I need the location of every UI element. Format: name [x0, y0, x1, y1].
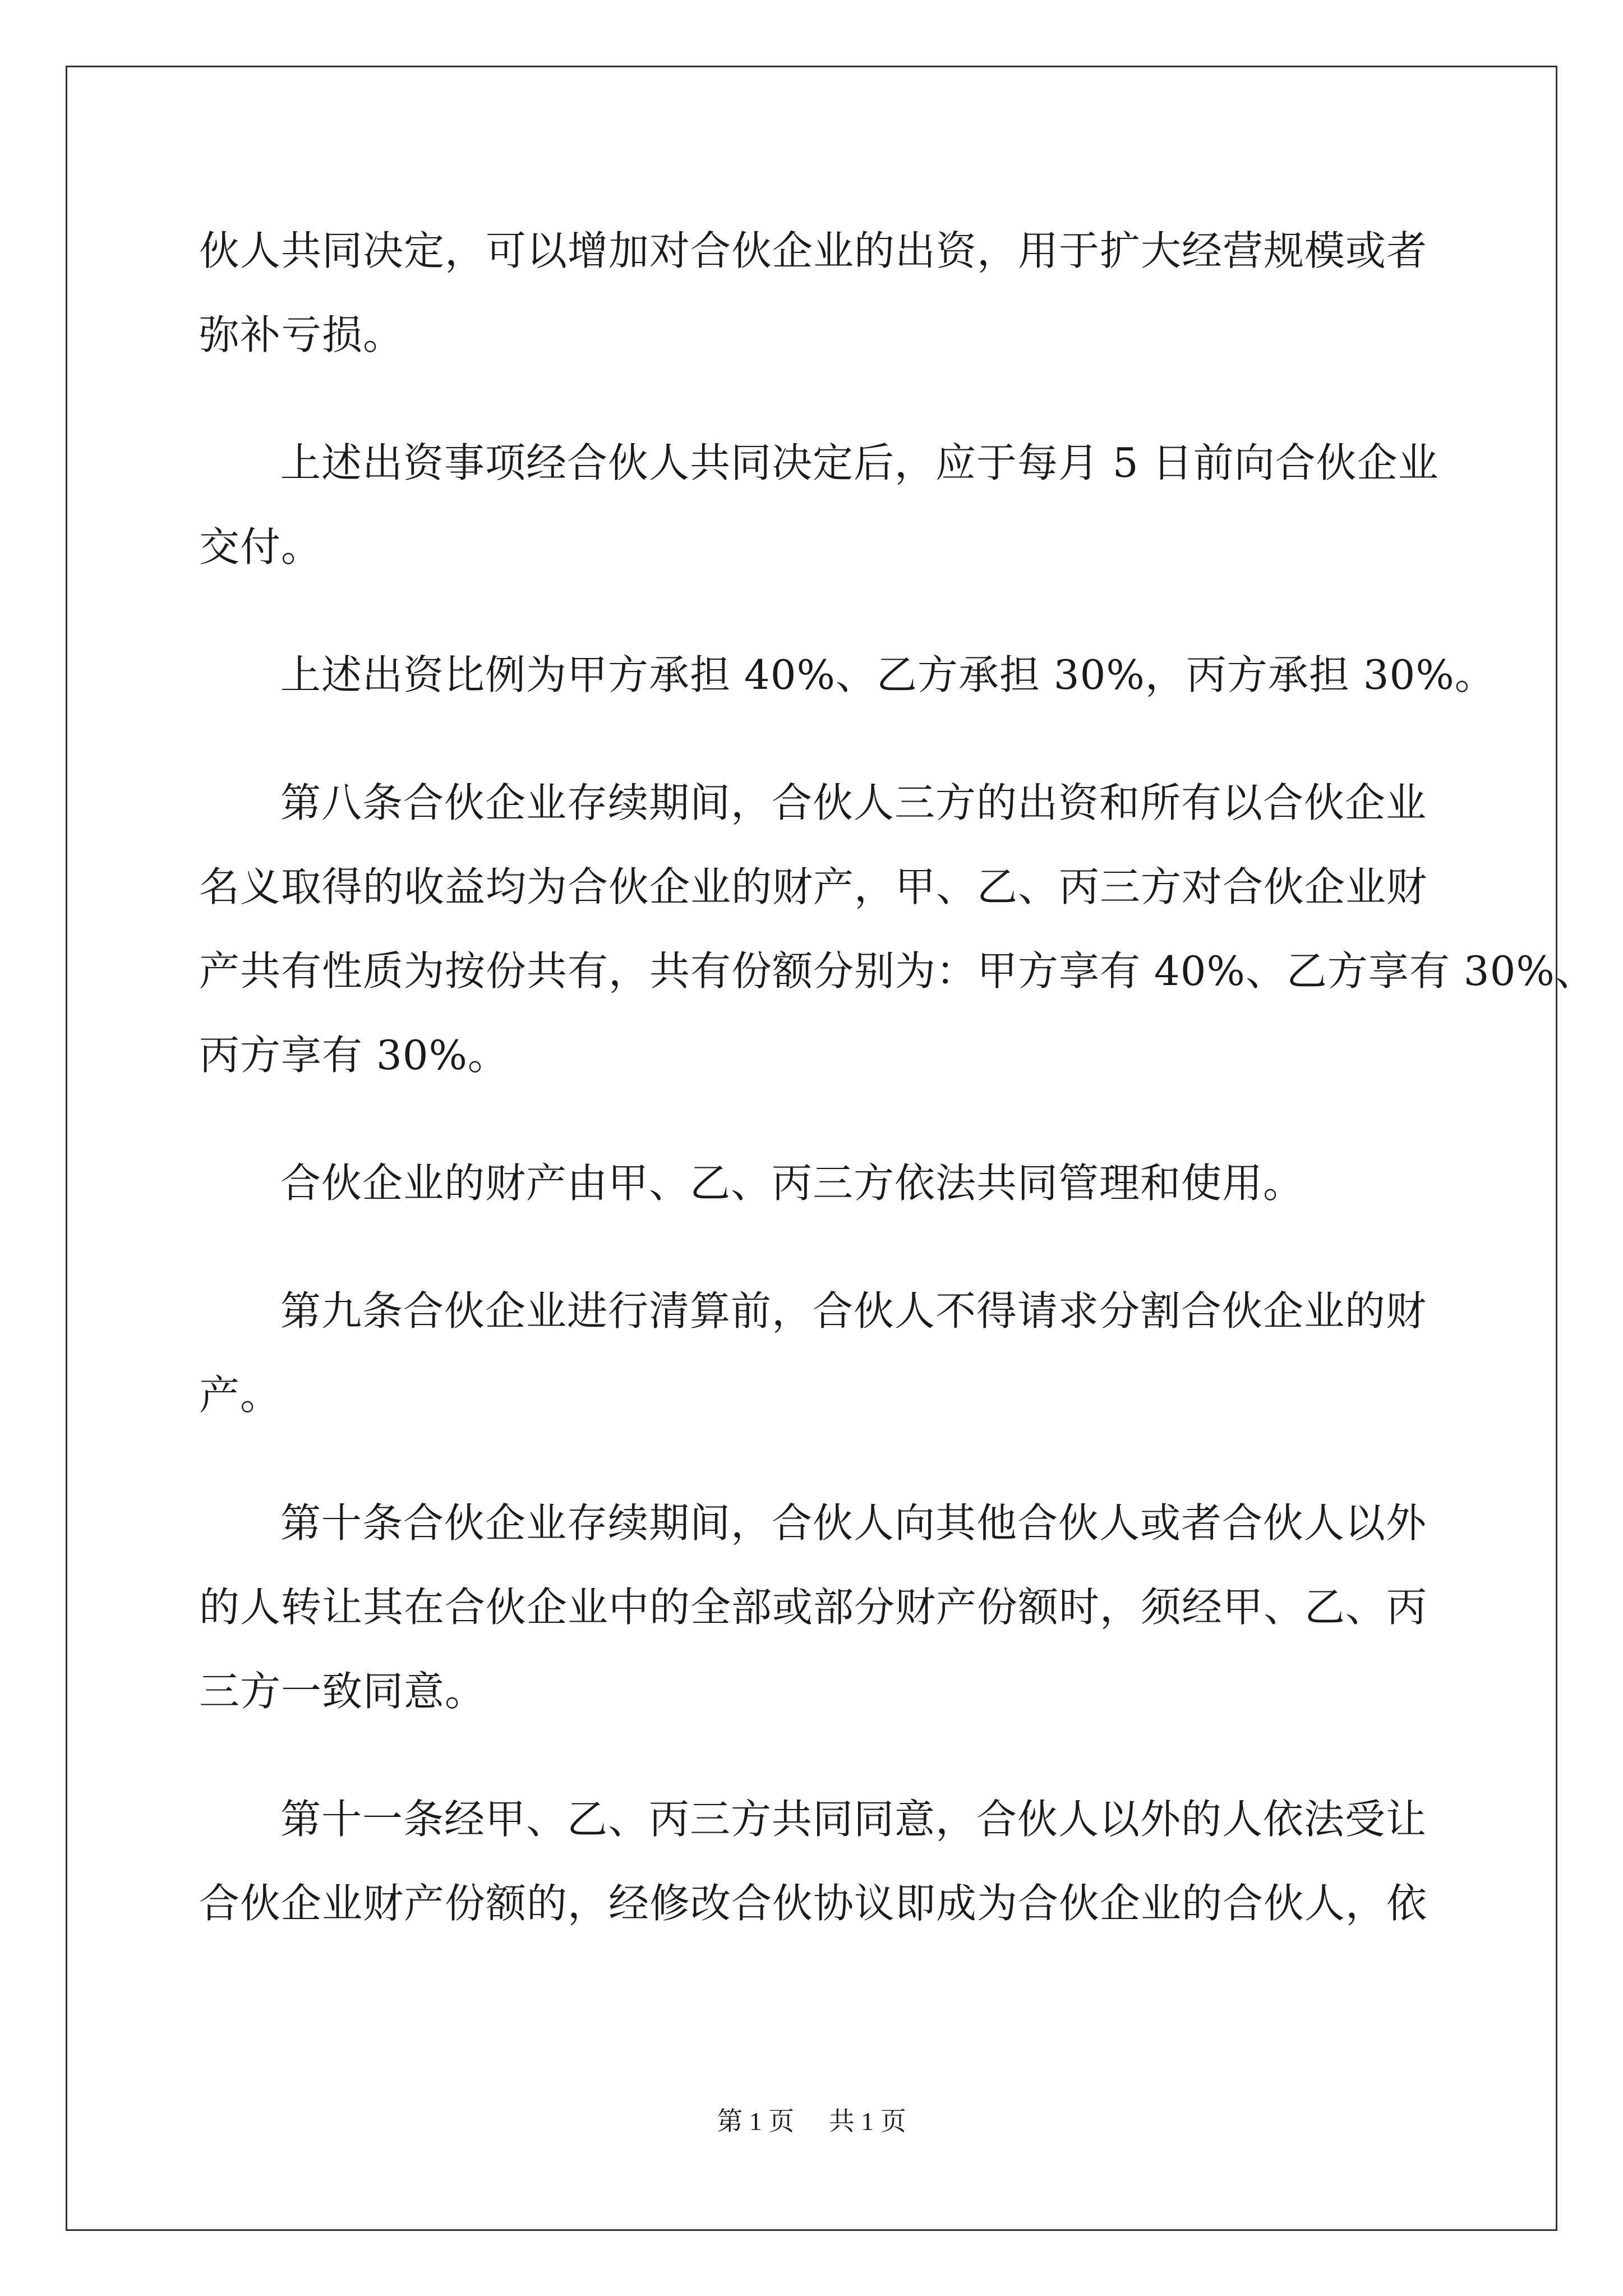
- paragraph: [199, 761, 1596, 1097]
- paragraph: [199, 1141, 1424, 1225]
- text-line: 伙人共同决定，可以增加对合伙企业的出资，用于扩大经营规模或者: [199, 227, 1428, 274]
- text-line: 第八条合伙企业存续期间，合伙人三方的出资和所有以合伙企业: [280, 779, 1427, 826]
- text-line: 合伙企业的财产由甲、乙、丙三方依法共同管理和使用。: [280, 1159, 1304, 1207]
- text-line: 合伙企业财产份额的，经修改合伙协议即成为合伙企业的合伙人，依: [199, 1880, 1428, 1927]
- paragraph: [199, 1777, 1428, 1945]
- document-body: [199, 209, 1596, 1989]
- paragraph: [199, 209, 1428, 377]
- text-line: 上述出资事项经合伙人共同决定后，应于每月 5 日前向合伙企业: [280, 439, 1439, 486]
- text-line: 上述出资比例为甲方承担 40%、乙方承担 30%，丙方承担 30%。: [280, 651, 1496, 698]
- text-line: 产共有性质为按份共有，共有份额分别为：甲方享有 40%、乙方享有 30%、: [199, 947, 1596, 995]
- paragraph: [199, 1269, 1427, 1437]
- page-footer: [0, 2101, 1623, 2138]
- text-line: 的人转让其在合伙企业中的全部或部分财产份额时，须经甲、乙、丙: [199, 1584, 1428, 1631]
- text-line: 第十条合伙企业存续期间，合伙人向其他合伙人或者合伙人以外: [280, 1499, 1427, 1547]
- page-number: 第 1 页: [717, 2107, 795, 2136]
- text-line: 丙方享有 30%。: [199, 1032, 509, 1079]
- text-line: 产。: [199, 1372, 282, 1419]
- page-count: 共 1 页: [828, 2107, 906, 2136]
- text-line: 交付。: [199, 523, 322, 570]
- paragraph: [199, 421, 1439, 589]
- paragraph: [199, 633, 1496, 717]
- paragraph: [199, 1481, 1428, 1733]
- text-line: 名义取得的收益均为合伙企业的财产，甲、乙、丙三方对合伙企业财: [199, 863, 1428, 910]
- text-line: 第九条合伙企业进行清算前，合伙人不得请求分割合伙企业的财: [280, 1287, 1427, 1335]
- text-line: 三方一致同意。: [199, 1668, 486, 1715]
- text-line: 第十一条经甲、乙、丙三方共同同意，合伙人以外的人依法受让: [280, 1796, 1427, 1843]
- text-line: 弥补亏损。: [199, 311, 404, 358]
